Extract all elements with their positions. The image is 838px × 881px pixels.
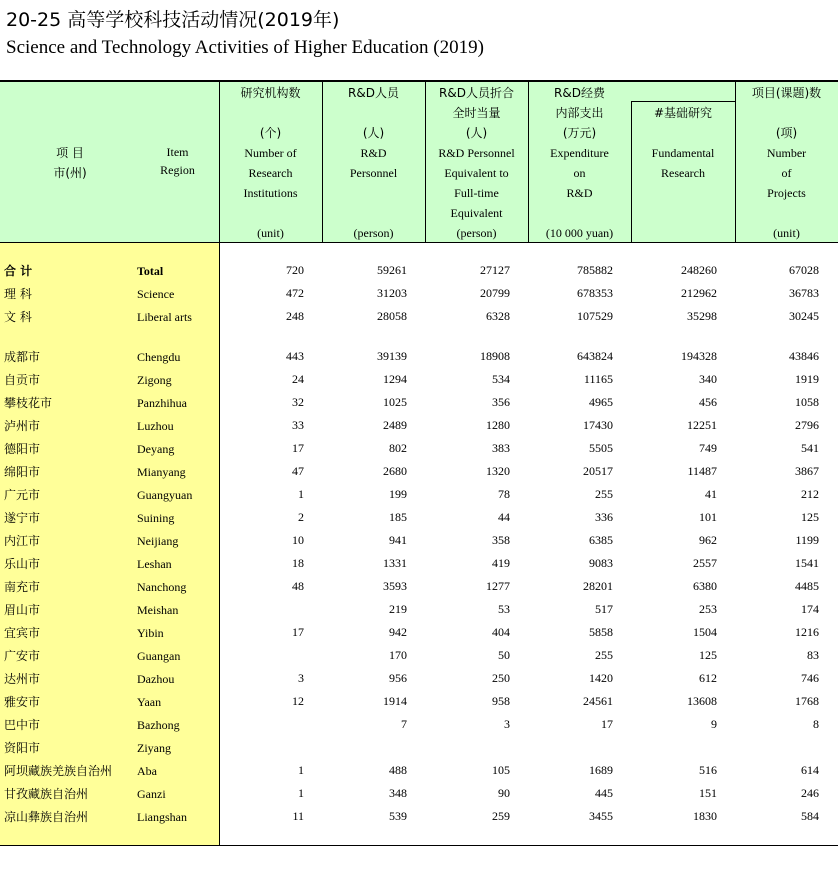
- row-label-en: Deyang: [137, 442, 175, 456]
- header-c1-line: [219, 203, 322, 223]
- header-c1-line: Research: [248, 166, 293, 180]
- header-c6: [735, 83, 838, 243]
- table-cell: 1277: [486, 579, 510, 593]
- table-cell: 517: [595, 602, 613, 616]
- table-cell: 358: [492, 533, 510, 547]
- table-cell: 259: [492, 809, 510, 823]
- table-cell: 107529: [577, 309, 613, 323]
- header-c2-line: [322, 203, 425, 223]
- table-cell: 59261: [377, 263, 407, 277]
- row-label-cn: 合 计: [4, 264, 33, 278]
- table-cell: 174: [801, 602, 819, 616]
- table-cell: 20799: [480, 286, 510, 300]
- table-cell: 101: [699, 510, 717, 524]
- header-c5-line: [631, 203, 735, 223]
- header-c6-line: (项): [775, 126, 798, 140]
- table-cell: 13608: [687, 694, 717, 708]
- table-cell: 956: [389, 671, 407, 685]
- header-c3: [425, 83, 528, 243]
- table-cell: 2: [298, 510, 304, 524]
- item-label-cn: [20, 143, 120, 183]
- header-c3-line: Full-time: [454, 186, 499, 200]
- table-cell: 78: [498, 487, 510, 501]
- table-cell: 47: [292, 464, 304, 478]
- header-c3-line: (人): [465, 126, 488, 140]
- table-cell: 255: [595, 487, 613, 501]
- table-cell: 12251: [687, 418, 717, 432]
- row-label-cn: 资阳市: [4, 741, 41, 755]
- row-label-cn: 眉山市: [4, 603, 41, 617]
- table-cell: 1216: [795, 625, 819, 639]
- table-cell: 612: [699, 671, 717, 685]
- table-cell: 83: [807, 648, 819, 662]
- header-c6-line: [735, 203, 838, 223]
- table-cell: 170: [389, 648, 407, 662]
- item-cn-line1: 项 目: [56, 146, 84, 160]
- row-label-cn: 德阳市: [4, 442, 41, 456]
- table-cell: 340: [699, 372, 717, 386]
- table-cell: 185: [389, 510, 407, 524]
- table-cell: 584: [801, 809, 819, 823]
- row-label-cn: 成都市: [4, 350, 41, 364]
- table-cell: 1: [298, 487, 304, 501]
- row-label-en: Aba: [137, 764, 157, 778]
- row-label-cn: 广安市: [4, 649, 41, 663]
- row-label-cn: 阿坝藏族羌族自治州: [4, 764, 113, 778]
- table-cell: 1331: [383, 556, 407, 570]
- table-cell: 962: [699, 533, 717, 547]
- table-cell: 7: [401, 717, 407, 731]
- header-c3-line: 全时当量: [452, 106, 501, 120]
- table-cell: 1689: [589, 763, 613, 777]
- table-cell: 28058: [377, 309, 407, 323]
- table-cell: 404: [492, 625, 510, 639]
- header-c2-line: [322, 103, 425, 123]
- table-cell: 678353: [577, 286, 613, 300]
- header-c3-line: R&D人员折合: [439, 86, 514, 100]
- row-label-en: Bazhong: [137, 718, 180, 732]
- table-cell: 20517: [583, 464, 613, 478]
- table-cell: 105: [492, 763, 510, 777]
- table-cell: 456: [699, 395, 717, 409]
- table-cell: 472: [286, 286, 304, 300]
- table-cell: 4965: [589, 395, 613, 409]
- header-c6-line: 项目(课题)数: [751, 86, 822, 100]
- table-cell: 6328: [486, 309, 510, 323]
- header-c2: [322, 83, 425, 243]
- table-cell: 2557: [693, 556, 717, 570]
- table-cell: 219: [389, 602, 407, 616]
- table-title-cn: 20-25 高等学校科技活动情况(2019年): [6, 9, 340, 31]
- row-label-cn: 甘孜藏族自治州: [4, 787, 89, 801]
- table-cell: 125: [801, 510, 819, 524]
- header-c6-line: [735, 103, 838, 123]
- header-c5: [631, 83, 735, 243]
- header-c2-line: R&D: [360, 146, 387, 160]
- row-label-en: Total: [137, 264, 164, 278]
- table-cell: 6380: [693, 579, 717, 593]
- header-c2-line: (人): [362, 126, 385, 140]
- table-cell: 31203: [377, 286, 407, 300]
- table-cell: 30245: [789, 309, 819, 323]
- header-c6-line: Number: [766, 146, 807, 160]
- row-label-en: Suining: [137, 511, 175, 525]
- row-label-cn: 巴中市: [4, 718, 41, 732]
- row-label-cn: 理 科: [4, 287, 32, 301]
- row-label-en: Leshan: [137, 557, 172, 571]
- table-cell: 199: [389, 487, 407, 501]
- table-cell: 1504: [693, 625, 717, 639]
- table-cell: 1830: [693, 809, 717, 823]
- item-cn-line2: 市(州): [53, 166, 87, 180]
- row-label-en: Ziyang: [137, 741, 171, 755]
- header-c6-line: Projects: [767, 186, 806, 200]
- table-cell: 1294: [383, 372, 407, 386]
- table-cell: 253: [699, 602, 717, 616]
- table-cell: 194328: [681, 349, 717, 363]
- header-c4-line: (万元): [562, 126, 597, 140]
- table-cell: 39139: [377, 349, 407, 363]
- header-c4-line: [528, 203, 631, 223]
- table-cell: 50: [498, 648, 510, 662]
- header-c1-line: Number of: [244, 146, 297, 160]
- table-cell: 248: [286, 309, 304, 323]
- row-label-en: Nanchong: [137, 580, 187, 594]
- row-label-en: Science: [137, 287, 175, 301]
- table-title-en: Science and Technology Activities of Higher Education (2019): [6, 37, 484, 58]
- table-cell: 17: [601, 717, 613, 731]
- table-cell: 17: [292, 441, 304, 455]
- table-cell: 3455: [589, 809, 613, 823]
- table-cell: 958: [492, 694, 510, 708]
- table-cell: 1320: [486, 464, 510, 478]
- row-label-cn: 内江市: [4, 534, 41, 548]
- table-cell: 1058: [795, 395, 819, 409]
- row-label-en: Guangan: [137, 649, 181, 663]
- table-cell: 749: [699, 441, 717, 455]
- table-cell: 614: [801, 763, 819, 777]
- row-label-cn: 乐山市: [4, 557, 41, 571]
- header-c1-line: (个): [259, 126, 282, 140]
- row-label-en: Guangyuan: [137, 488, 193, 502]
- header-c6-line: of: [781, 166, 792, 180]
- table-cell: 36783: [789, 286, 819, 300]
- header-c4-line: R&D: [566, 186, 593, 200]
- table-cell: 44: [498, 510, 510, 524]
- table-cell: 2796: [795, 418, 819, 432]
- header-c1-line: 研究机构数: [240, 86, 301, 100]
- table-cell: 5858: [589, 625, 613, 639]
- row-label-en: Dazhou: [137, 672, 175, 686]
- row-label-en: Panzhihua: [137, 396, 187, 410]
- table-cell: 11: [292, 809, 304, 823]
- table-cell: 17: [292, 625, 304, 639]
- table-cell: 18: [292, 556, 304, 570]
- table-cell: 1768: [795, 694, 819, 708]
- table-cell: 1199: [795, 533, 819, 547]
- header-c3-line: Equivalent: [450, 206, 503, 220]
- header-c3-line: R&D Personnel: [438, 146, 515, 160]
- table-cell: 3593: [383, 579, 407, 593]
- header-c5-line: [631, 183, 735, 203]
- table-cell: 534: [492, 372, 510, 386]
- header-c4-line: Expenditure: [550, 146, 609, 160]
- row-label-en: Ganzi: [137, 787, 166, 801]
- header-c1-line: (unit): [257, 226, 284, 240]
- table-cell: 53: [498, 602, 510, 616]
- row-label-cn: 宜宾市: [4, 626, 41, 640]
- table-cell: 488: [389, 763, 407, 777]
- table-cell: 28201: [583, 579, 613, 593]
- row-label-cn: 广元市: [4, 488, 41, 502]
- table-cell: 1280: [486, 418, 510, 432]
- table-cell: 336: [595, 510, 613, 524]
- row-label-cn: 南充市: [4, 580, 41, 594]
- item-en-line1: Item: [166, 145, 189, 159]
- table-cell: 942: [389, 625, 407, 639]
- table-cell: 255: [595, 648, 613, 662]
- row-label-en: Yaan: [137, 695, 162, 709]
- table-cell: 43846: [789, 349, 819, 363]
- item-label-en: [130, 143, 225, 179]
- table-cell: 151: [699, 786, 717, 800]
- header-c4-line: R&D经费: [554, 86, 605, 100]
- header-c4-line: 内部支出: [555, 106, 604, 120]
- header-c3-line: Equivalent to: [444, 166, 509, 180]
- header-c2-line: Personnel: [349, 166, 398, 180]
- row-label-en: Liangshan: [137, 810, 187, 824]
- row-label-cn: 攀枝花市: [4, 396, 53, 410]
- table-cell: 248260: [681, 263, 717, 277]
- header-c2-line: [322, 183, 425, 203]
- table-cell: 785882: [577, 263, 613, 277]
- table-cell: 8: [813, 717, 819, 731]
- table-cell: 12: [292, 694, 304, 708]
- table-cell: 941: [389, 533, 407, 547]
- table-cell: 9: [711, 717, 717, 731]
- table-cell: 48: [292, 579, 304, 593]
- table-cell: 383: [492, 441, 510, 455]
- table-cell: 250: [492, 671, 510, 685]
- table-cell: 356: [492, 395, 510, 409]
- table-cell: 5505: [589, 441, 613, 455]
- table-cell: 720: [286, 263, 304, 277]
- row-label-cn: 达州市: [4, 672, 41, 686]
- row-label-en: Chengdu: [137, 350, 181, 364]
- header-c4: [528, 83, 631, 243]
- header-c1-line: [219, 103, 322, 123]
- header-c2-line: (person): [353, 226, 394, 240]
- table-cell: 212962: [681, 286, 717, 300]
- header-c5-line: Research: [661, 166, 705, 180]
- row-label-en: Liberal arts: [137, 310, 192, 324]
- table-cell: 27127: [480, 263, 510, 277]
- header-c1-line: Institutions: [243, 186, 298, 200]
- item-en-line2: Region: [160, 163, 195, 177]
- table-cell: 348: [389, 786, 407, 800]
- row-label-cn: 凉山彝族自治州: [4, 810, 89, 824]
- table-cell: 802: [389, 441, 407, 455]
- table-cell: 10: [292, 533, 304, 547]
- table-cell: 24: [292, 372, 304, 386]
- table-cell: 6385: [589, 533, 613, 547]
- bottom-rule: [0, 845, 838, 846]
- table-cell: 3: [504, 717, 510, 731]
- header-c5-line: Fundamental: [651, 146, 715, 160]
- row-label-en: Luzhou: [137, 419, 174, 433]
- table-cell: 2489: [383, 418, 407, 432]
- row-label-cn: 文 科: [4, 310, 32, 324]
- table-cell: 539: [389, 809, 407, 823]
- table-cell: 90: [498, 786, 510, 800]
- table-cell: 445: [595, 786, 613, 800]
- table-cell: 2680: [383, 464, 407, 478]
- table-cell: 541: [801, 441, 819, 455]
- table-cell: 33: [292, 418, 304, 432]
- header-c5-line: [631, 223, 735, 243]
- table-cell: 67028: [789, 263, 819, 277]
- header-c5-line: #基础研究: [653, 106, 713, 120]
- table-cell: 3867: [795, 464, 819, 478]
- table-cell: 1: [298, 786, 304, 800]
- row-label-cn: 自贡市: [4, 373, 41, 387]
- row-label-cn: 遂宁市: [4, 511, 41, 525]
- table-cell: 11487: [687, 464, 717, 478]
- table-cell: 1: [298, 763, 304, 777]
- table-cell: 1914: [383, 694, 407, 708]
- table-cell: 643824: [577, 349, 613, 363]
- header-c6-line: (unit): [773, 226, 800, 240]
- table-cell: 11165: [583, 372, 613, 386]
- header-c4-line: on: [573, 166, 586, 180]
- table-cell: 1420: [589, 671, 613, 685]
- header-c5-line: [631, 83, 735, 103]
- table-cell: 24561: [583, 694, 613, 708]
- row-label-cn: 绵阳市: [4, 465, 41, 479]
- row-label-en: Neijiang: [137, 534, 179, 548]
- table-cell: 1541: [795, 556, 819, 570]
- table-cell: 18908: [480, 349, 510, 363]
- table-cell: 3: [298, 671, 304, 685]
- table-cell: 212: [801, 487, 819, 501]
- top-rule: [0, 80, 838, 82]
- table-cell: 4485: [795, 579, 819, 593]
- row-label-en: Meishan: [137, 603, 179, 617]
- table-cell: 17430: [583, 418, 613, 432]
- header-c5-line: [631, 123, 735, 143]
- header-c2-line: R&D人员: [348, 86, 399, 100]
- table-cell: 1919: [795, 372, 819, 386]
- header-c1: [219, 83, 322, 243]
- row-label-en: Yibin: [137, 626, 164, 640]
- table-cell: 41: [705, 487, 717, 501]
- table-cell: 516: [699, 763, 717, 777]
- table-cell: 746: [801, 671, 819, 685]
- row-label-en: Mianyang: [137, 465, 186, 479]
- header-c4-line: (10 000 yuan): [545, 226, 614, 240]
- row-label-cn: 雅安市: [4, 695, 41, 709]
- table-cell: 125: [699, 648, 717, 662]
- header-c3-line: (person): [456, 226, 497, 240]
- table-cell: 443: [286, 349, 304, 363]
- table-cell: 246: [801, 786, 819, 800]
- table-cell: 35298: [687, 309, 717, 323]
- table-cell: 32: [292, 395, 304, 409]
- table-cell: 9083: [589, 556, 613, 570]
- table-cell: 419: [492, 556, 510, 570]
- table-cell: 1025: [383, 395, 407, 409]
- row-label-en: Zigong: [137, 373, 172, 387]
- row-label-cn: 泸州市: [4, 419, 41, 433]
